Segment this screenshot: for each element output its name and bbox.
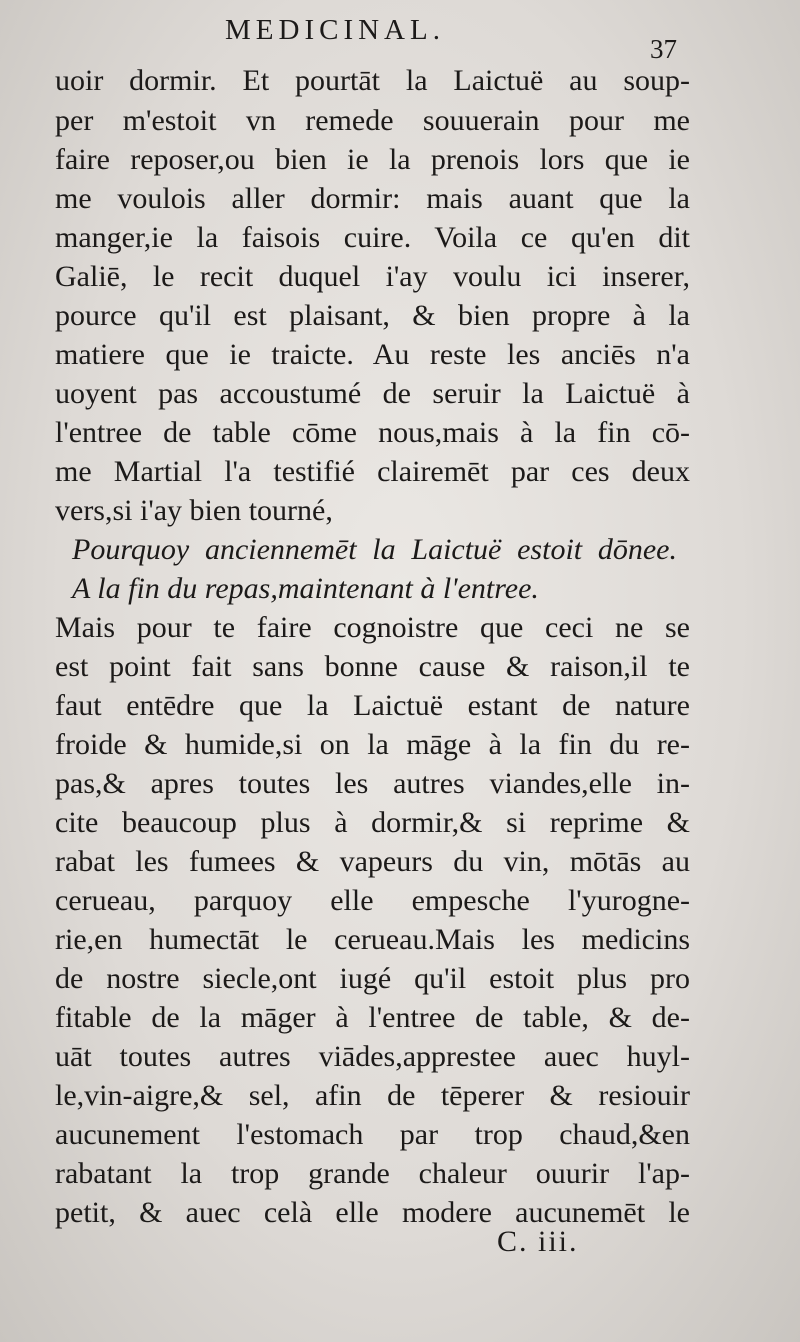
text-line: est point fait sans bonne cause & raison,il te [55, 650, 690, 683]
text-line: de nostre siecle,ont iugé qu'il estoit plus pro [55, 962, 690, 995]
text-line: le,vin-aigre,& sel, afin de tēperer & resiouir [55, 1079, 690, 1112]
text-line: me voulois aller dormir: mais auant que la [55, 182, 690, 215]
text-line: matiere que ie traicte. Au reste les anciēs n'a [55, 338, 690, 371]
text-line: petit, & auec celà elle modere aucunemēt le [55, 1196, 690, 1229]
text-line: me Martial l'a testifié clairemēt par ces deux [55, 455, 690, 488]
text-line: Galiē, le recit duquel i'ay voulu ici inserer, [55, 260, 690, 293]
page-number: 37 [650, 34, 677, 64]
verse-line: Pourquoy anciennemēt la Laictuë estoit dōnee. [72, 533, 677, 566]
running-title: MEDICINAL. [225, 14, 445, 46]
text-line: l'entree de table cōme nous,mais à la fin cō- [55, 416, 690, 449]
text-line: uāt toutes autres viādes,apprestee auec huyl- [55, 1040, 690, 1073]
text-line: aucunement l'estomach par trop chaud,&en [55, 1118, 690, 1151]
text-line: uoyent pas accoustumé de seruir la Laictuë à [55, 377, 690, 410]
text-line: fitable de la māger à l'entree de table, & de- [55, 1001, 690, 1034]
text-line: Mais pour te faire cognoistre que ceci ne se [55, 611, 690, 644]
text-line: faire reposer,ou bien ie la prenois lors que ie [55, 143, 690, 176]
signature-mark: C. iii. [497, 1225, 579, 1258]
text-line: cerueau, parquoy elle empesche l'yurogne- [55, 884, 690, 917]
text-line: pource qu'il est plaisant, & bien propre à la [55, 299, 690, 332]
text-line: froide & humide,si on la māge à la fin du re- [55, 728, 690, 761]
text-line: cite beaucoup plus à dormir,& si reprime & [55, 806, 690, 839]
text-line: rabatant la trop grande chaleur ouurir l'ap- [55, 1157, 690, 1190]
verse-line: A la fin du repas,maintenant à l'entree. [72, 572, 539, 605]
text-line: rie,en humectāt le cerueau.Mais les medicins [55, 923, 690, 956]
text-line: per m'estoit vn remede souuerain pour me [55, 104, 690, 137]
text-line: rabat les fumees & vapeurs du vin, mōtās au [55, 845, 690, 878]
text-line: faut entēdre que la Laictuë estant de nature [55, 689, 690, 722]
text-line: vers,si i'ay bien tourné, [55, 494, 333, 527]
text-line: pas,& apres toutes les autres viandes,elle in- [55, 767, 690, 800]
text-line: uoir dormir. Et pourtāt la Laictuë au soup- [55, 64, 690, 97]
text-line: manger,ie la faisois cuire. Voila ce qu'en dit [55, 221, 690, 254]
